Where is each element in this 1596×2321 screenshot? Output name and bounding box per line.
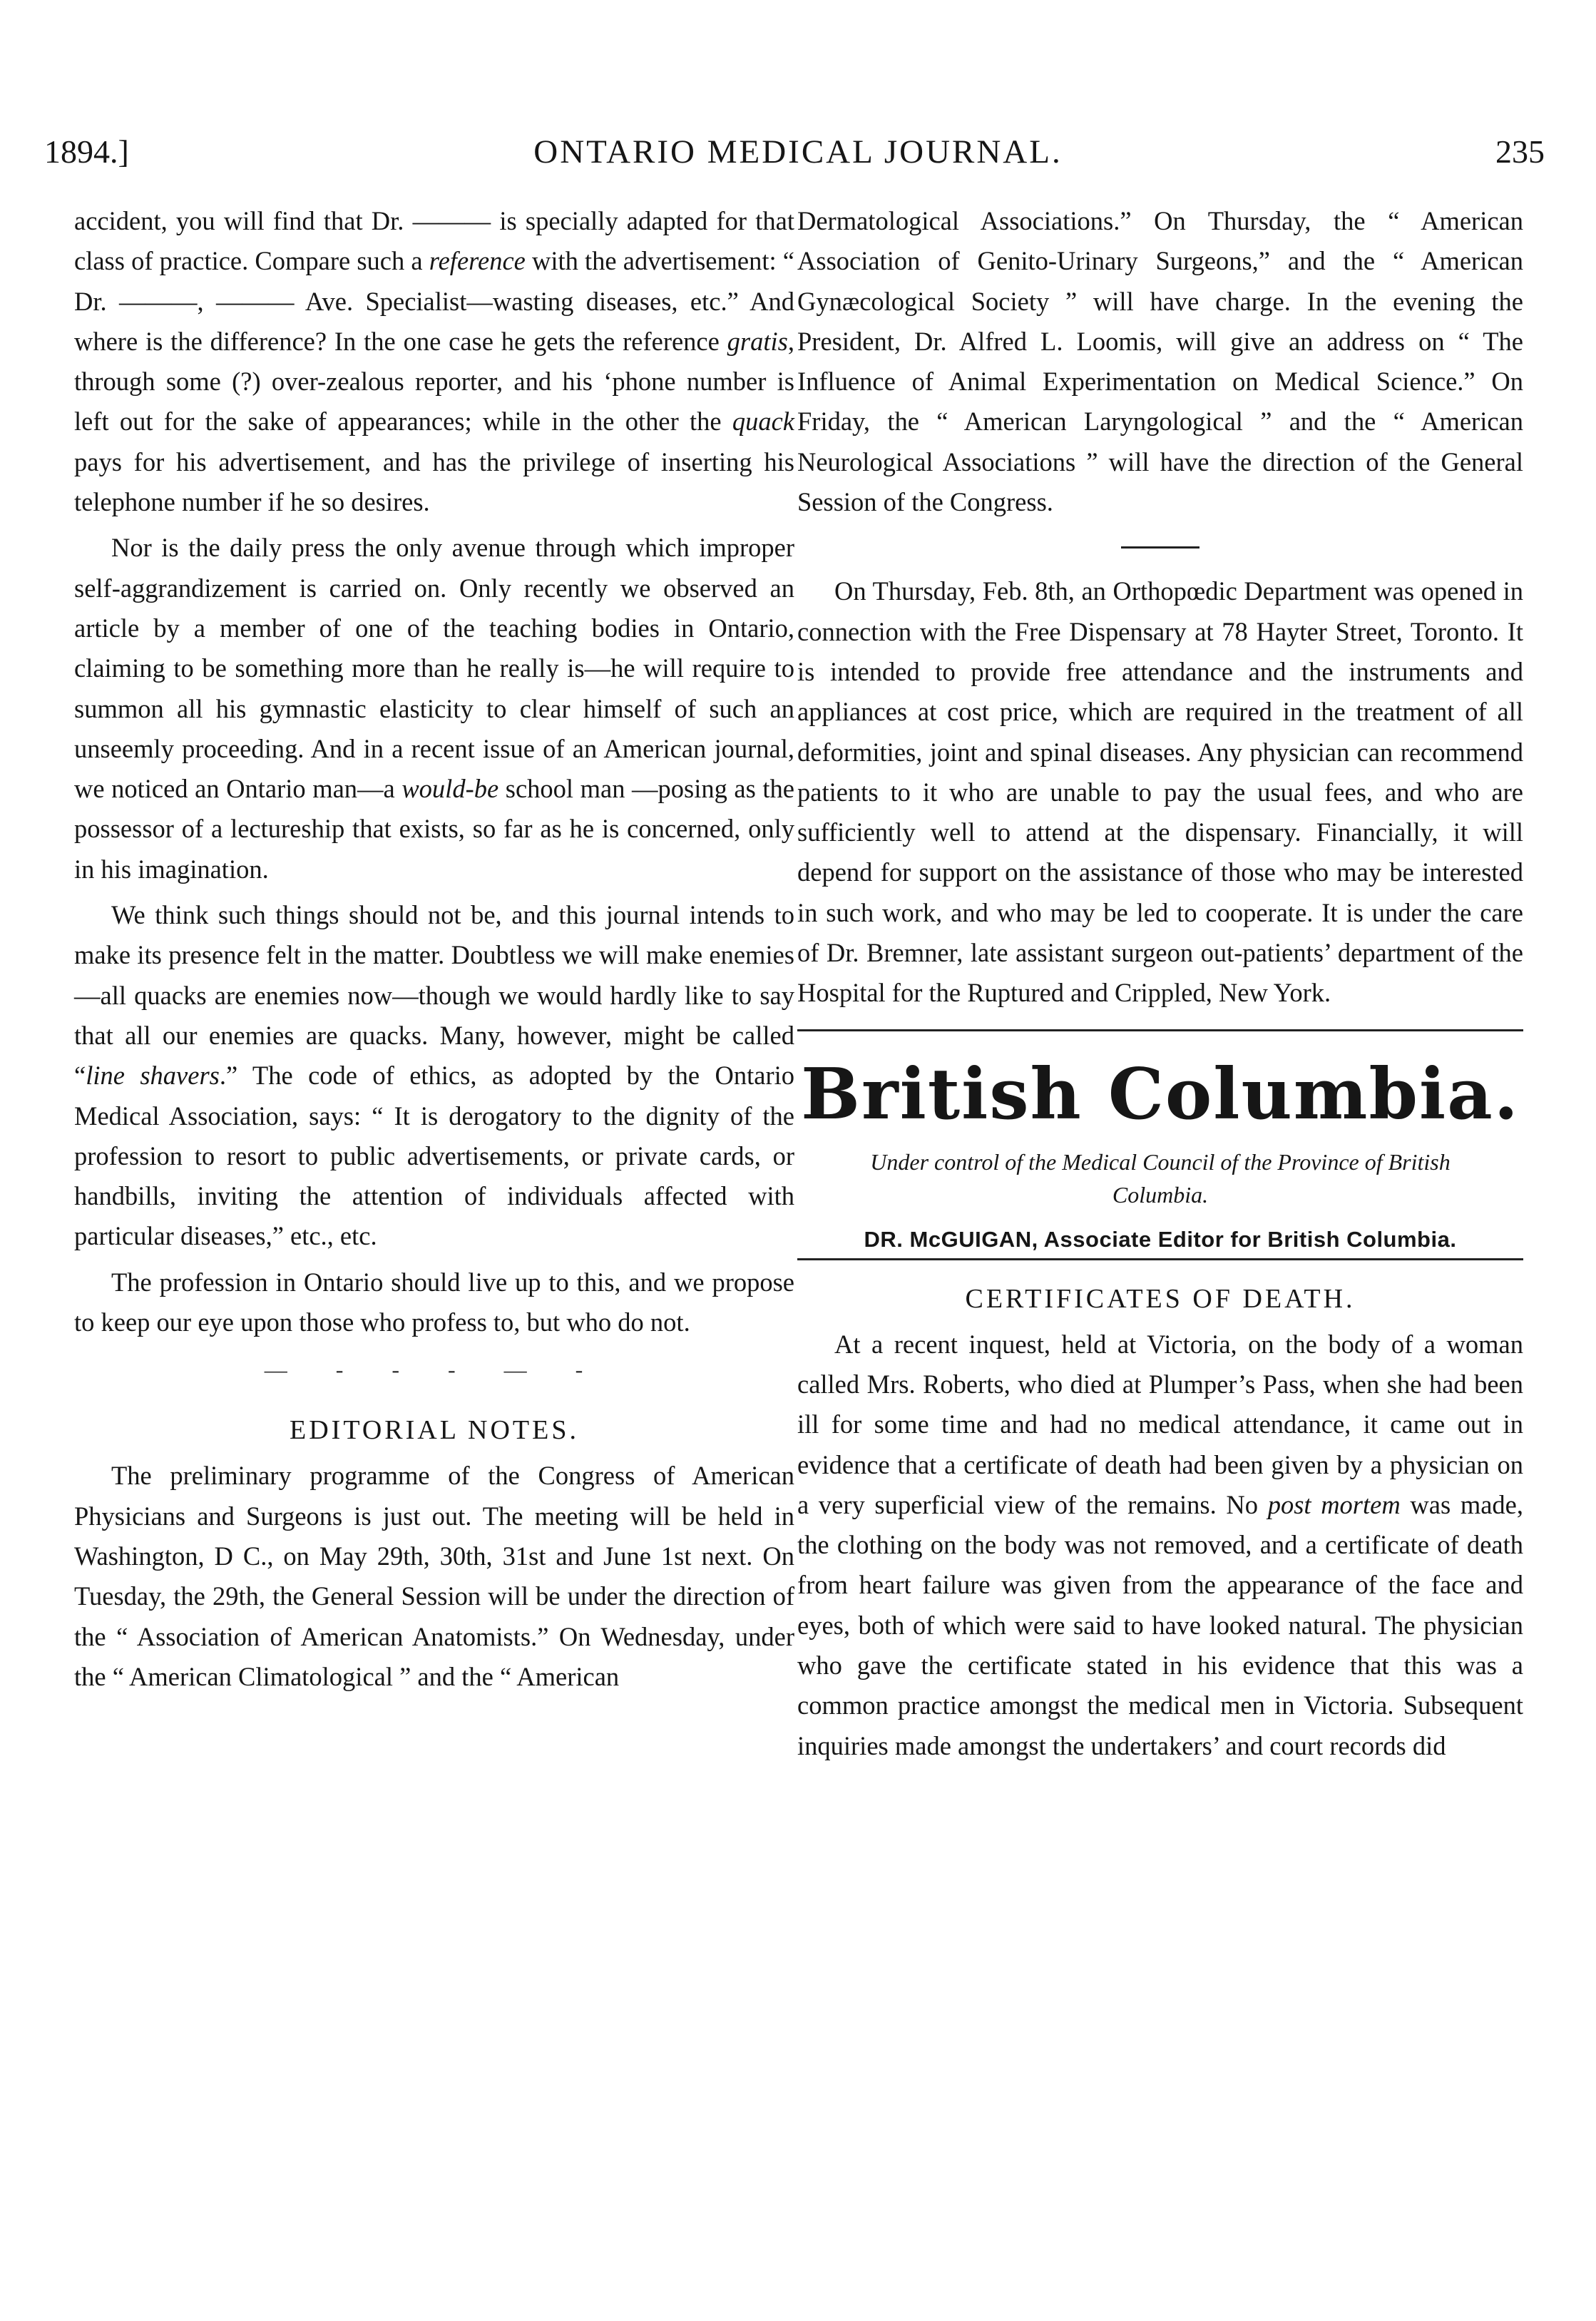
paragraph-congress-programme: The preliminary programme of the Congress of American Physicians and Surgeons is just out. The meeting will be held in Washington, D C., on May 29th, 30th, 31st and June 1st next. On Tuesday, the 29th, the General Session will be under the direction of the “ Association of American Anatomists.” On Wednesday, under the “ American Climatological ” and the “ American [74, 1461, 794, 1691]
british-columbia-subtitle: Under control of the Medical Council of the Province of British Columbia. [870, 1148, 1451, 1208]
paragraph-daily-press: Nor is the daily press the only avenue through which improper self-aggrandizement is carried on. Only recently we observed an article by a member of one of the teaching bodies in Ontario, claiming to be something more than he really is—he will require to summon all his gymnastic elasticity to clear himself of such an unseemly proceeding. And in a recent issue of an American journal, we noticed an Ontario man—a would-be school man —posing as the possessor of a lectureship that exists, so far as he is concerned, only in his imagination. [74, 533, 794, 884]
paragraph-reference-gratis: accident, you will find that Dr. ——— is specially adapted for that class of practice. Compare such a reference with the advertisement: “ Dr. ———, ——— Ave. Specialist—wasting diseases, etc.” And where is the difference? In the one case he gets the reference gratis, through some (?) over-zealous reporter, and his ‘phone number is left out for the sake of appearances; while in the other the quack pays for his advertisement, and has the privilege of inserting his telephone number if he so desires. [74, 206, 794, 517]
running-head [0, 133, 1596, 175]
divider [1121, 546, 1199, 549]
left-column [74, 201, 794, 1697]
page-number: 235 [1495, 133, 1545, 170]
section-separator: — - - - — - [264, 1357, 605, 1383]
paragraph-congress-continued: Dermatological Associations.” On Thursday, the “ American Association of Genito-Urinary Surgeons,” and the “ American Gynæcological Society ” will have charge. In the evening the President, Dr. Alfred L. Loomis, will give an address on “ The Influence of Animal Experimentation on Medical Science.” On Friday, the “ American Laryngological ” and the “ American Neurological Associations ” will have the direction of the General Session of the Congress. [797, 206, 1523, 517]
paragraph-profession-ontario: The profession in Ontario should live up to this, and we propose to keep our eye upon those who profess to, but who do not. [74, 1267, 794, 1337]
paragraph-certificates-of-death: At a recent inquest, held at Victoria, on the body of a woman called Mrs. Roberts, who died at Plumper’s Pass, when she had been ill for some time and had no medical attendance, it came out in evidence that a certificate of death had been given by a physician on a very superficial view of the remains. No post mortem was made, the clothing on the body was not removed, and a certificate of death from heart failure was given from the appearance of the face and eyes, both of which were said to have looked natural. The physician who gave the certificate stated in his evidence that this was a common practice amongst the medical men in Victoria. Subsequent inquiries made amongst the undertakers’ and court records did [797, 1329, 1523, 1760]
british-columbia-title: British Columbia. [801, 1053, 1520, 1136]
associate-editor-line: DR. McGUIGAN, Associate Editor for British Columbia. [864, 1226, 1457, 1252]
paragraph-code-of-ethics: We think such things should not be, and this journal intends to make its presence felt in the matter. Doubtless we will make enemies—all quacks are enemies now—though we would hardly like to say that all our enemies are quacks. Many, however, might be called “line shavers.” The code of ethics, as adopted by the Ontario Medical Association, says: “ It is derogatory to the dignity of the profession to resort to public advertisements, or private cards, or handbills, inviting the attention of individuals affected with particular diseases,” etc., etc. [74, 900, 795, 1251]
right-column [797, 201, 1523, 1766]
paragraph-orthopoedic-department: On Thursday, Feb. 8th, an Orthopœdic Department was opened in connection with the Free Dispensary at 78 Hayter Street, Toronto. It is intended to provide free attendance and the instruments and appliances at cost price, which are required in the treatment of all deformities, joint and spinal diseases. Any physician can recommend patients to it who are unable to pay the usual fees, and who are sufficiently well to attend at the dispensary. Financially, it will depend for support on the assistance of those who may be interested in such work, and who may be led to cooperate. It is under the care of Dr. Bremner, late assistant surgeon out-patients’ department of the Hospital for the Ruptured and Crippled, New York. [797, 576, 1523, 1008]
editorial-notes-heading: EDITORIAL NOTES. [290, 1415, 579, 1446]
journal-title: ONTARIO MEDICAL JOURNAL. [533, 133, 1063, 170]
header-year: 1894.] [44, 133, 129, 170]
certificates-heading: CERTIFICATES OF DEATH. [965, 1283, 1356, 1314]
section-rule [797, 1029, 1523, 1031]
editor-rule [797, 1258, 1523, 1260]
